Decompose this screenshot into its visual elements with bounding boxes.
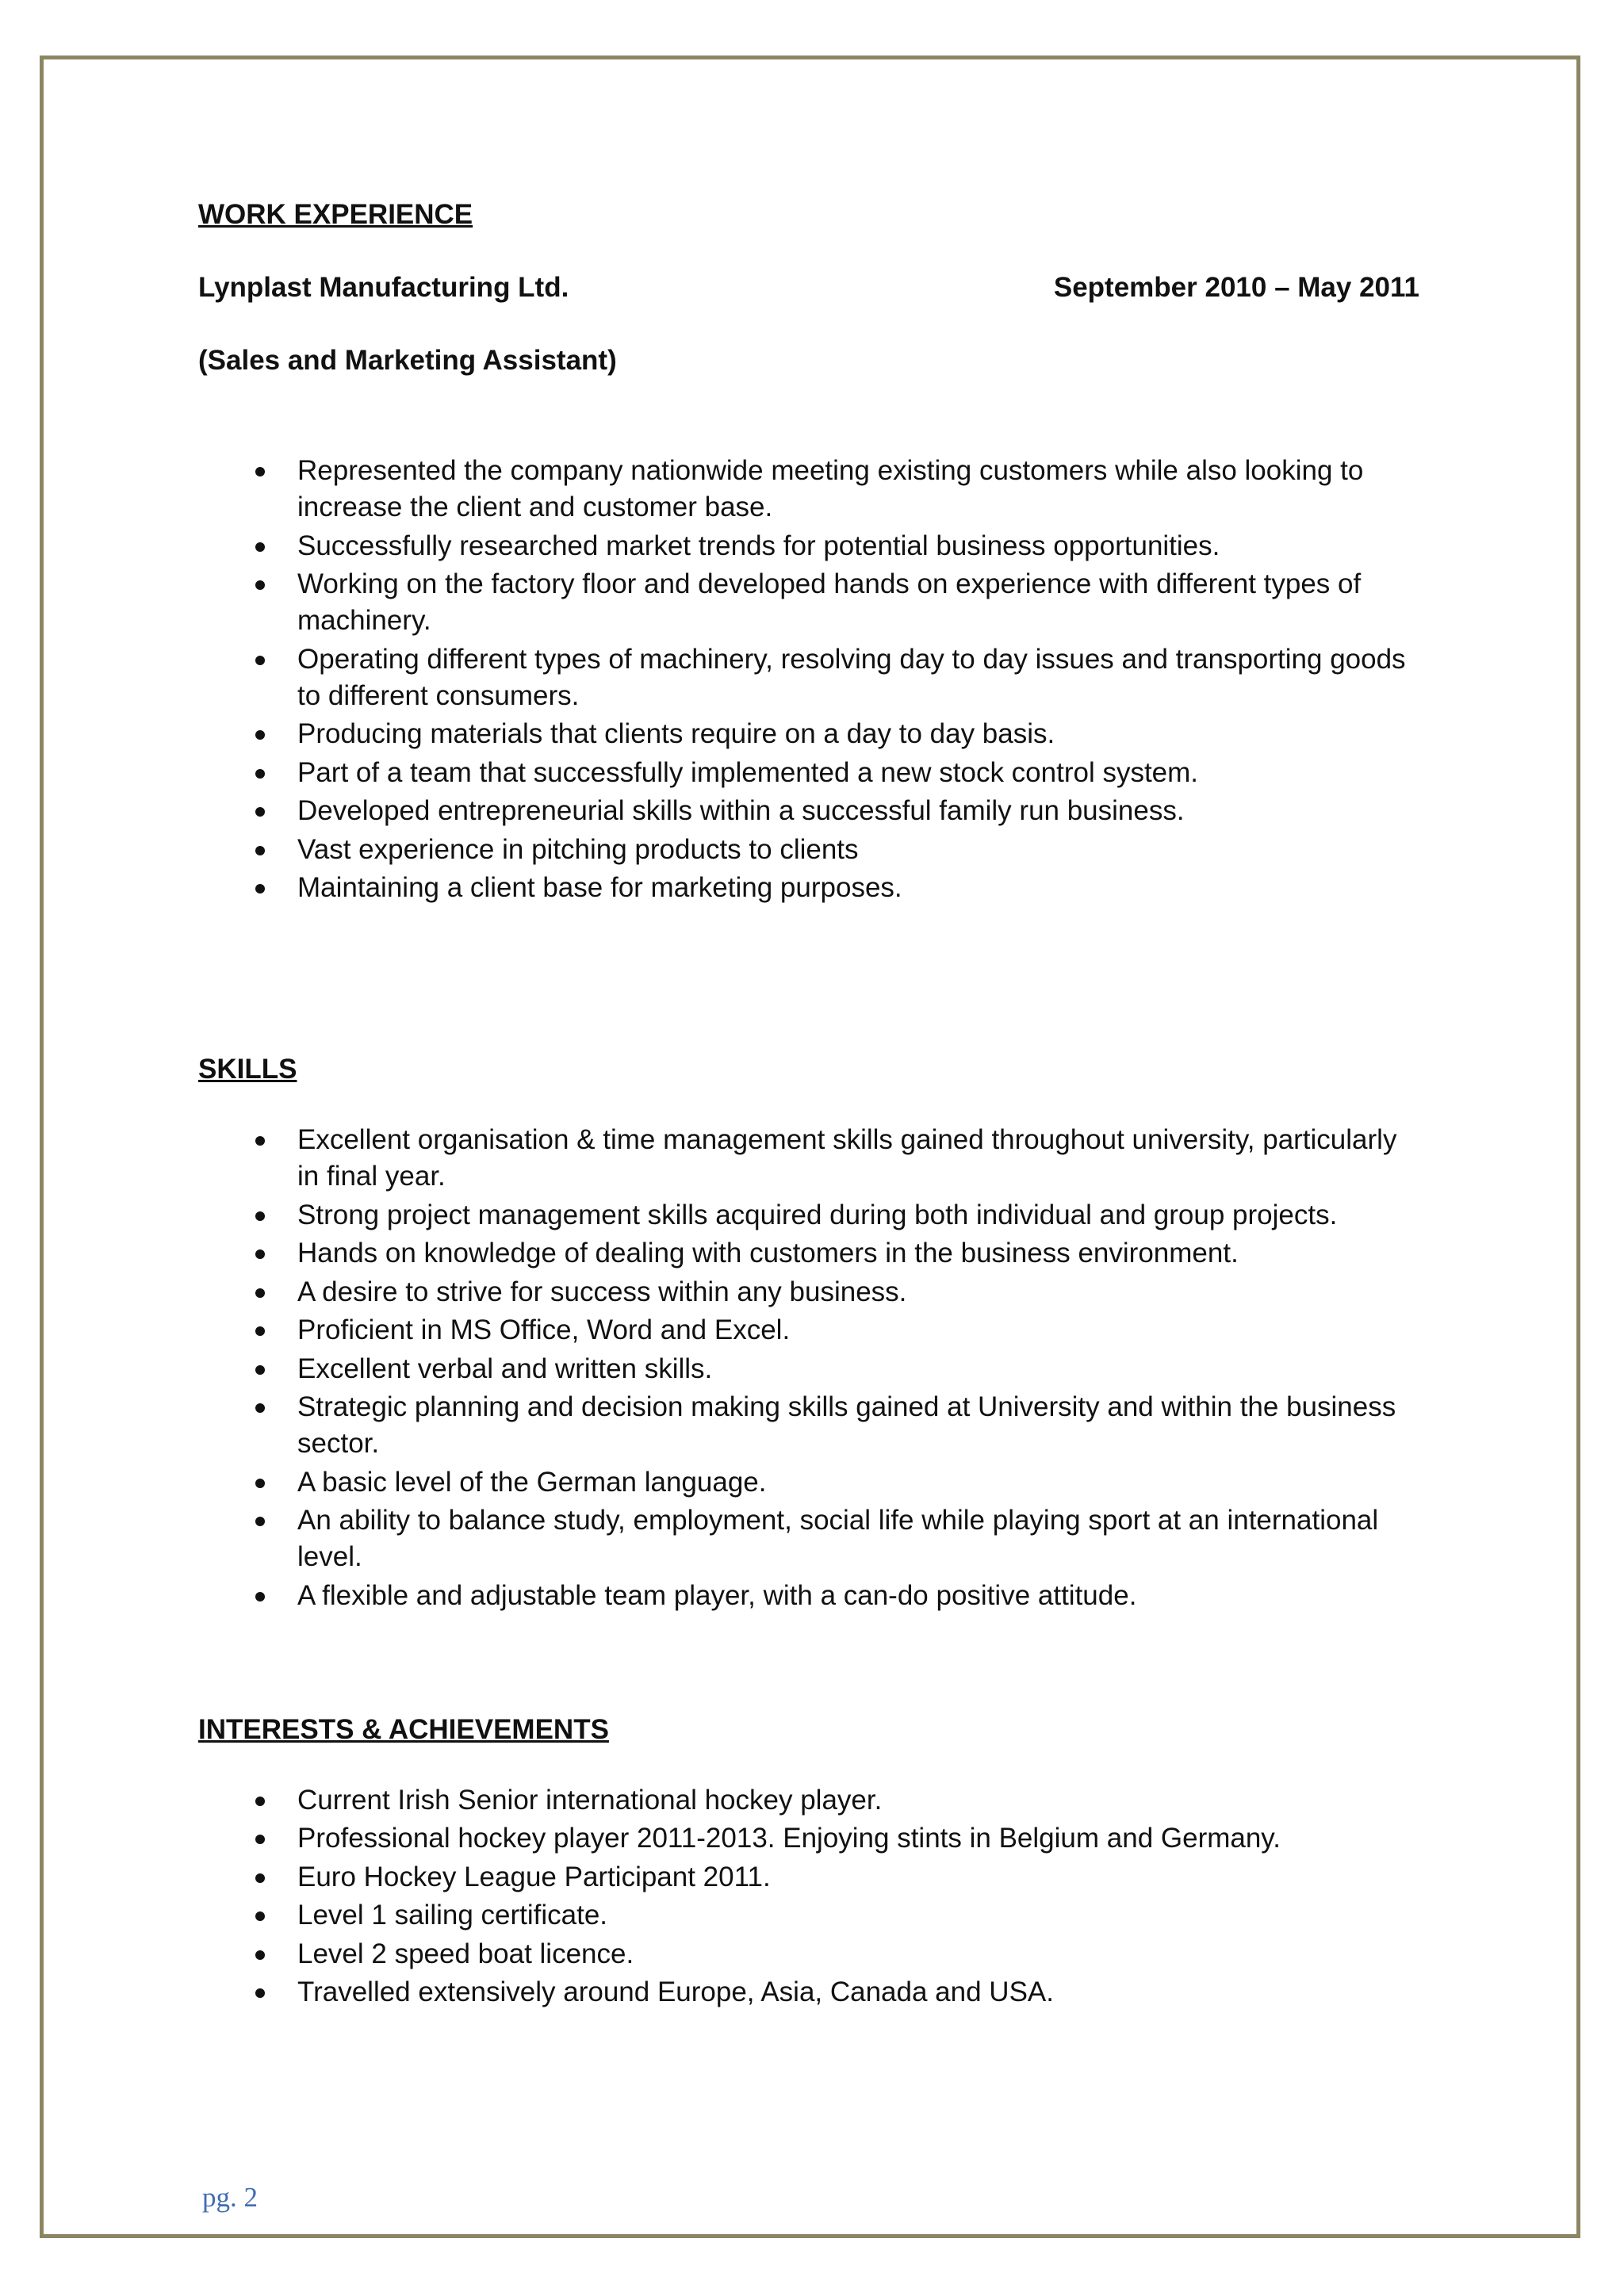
list-item-text: Vast experience in pitching products to clients bbox=[297, 833, 859, 865]
company-name: Lynplast Manufacturing Ltd. bbox=[198, 272, 569, 303]
bullet-icon bbox=[255, 1136, 265, 1146]
list-item bbox=[198, 528, 1419, 564]
list-item bbox=[198, 1502, 1419, 1575]
list-item-text: Level 1 sailing certificate. bbox=[297, 1900, 608, 1931]
bullet-icon bbox=[255, 656, 265, 665]
bullet-icon bbox=[255, 730, 265, 740]
list-item bbox=[198, 870, 1419, 906]
list-item-text: Hands on knowledge of dealing with customers in the business environment. bbox=[297, 1238, 1239, 1269]
bullet-icon bbox=[255, 1873, 265, 1883]
list-item bbox=[198, 755, 1419, 791]
bullet-icon bbox=[255, 1797, 265, 1806]
resume-content bbox=[198, 194, 1419, 2013]
list-item bbox=[198, 1974, 1419, 2011]
job-dates: September 2010 – May 2011 bbox=[1053, 272, 1419, 303]
list-item bbox=[198, 1782, 1419, 1819]
list-item bbox=[198, 793, 1419, 829]
list-item bbox=[198, 1274, 1419, 1311]
list-item bbox=[198, 1235, 1419, 1272]
list-item bbox=[198, 832, 1419, 868]
list-item bbox=[198, 1312, 1419, 1349]
bullet-icon bbox=[255, 1479, 265, 1488]
list-item-text: Producing materials that clients require on a day to day basis. bbox=[297, 718, 1055, 749]
bullet-icon bbox=[255, 1950, 265, 1960]
bullet-icon bbox=[255, 580, 265, 590]
bullet-icon bbox=[255, 1835, 265, 1844]
list-item-text: A basic level of the German language. bbox=[297, 1466, 767, 1498]
bullet-icon bbox=[255, 807, 265, 817]
list-item-text: Part of a team that successfully implemented a new stock control system. bbox=[297, 756, 1199, 788]
bullet-icon bbox=[255, 1911, 265, 1921]
list-item bbox=[198, 1197, 1419, 1234]
list-item bbox=[198, 1389, 1419, 1462]
bullet-icon bbox=[255, 1249, 265, 1259]
list-item-text: An ability to balance study, employment, social life while playing sport at an international level. bbox=[297, 1505, 1379, 1572]
list-item-text: Excellent organisation & time management skills gained throughout university, particularly in final year. bbox=[297, 1124, 1397, 1192]
list-item-text: Strong project management skills acquired during both individual and group projects. bbox=[297, 1199, 1338, 1230]
interests-list bbox=[198, 1782, 1419, 2011]
list-item bbox=[198, 566, 1419, 639]
list-item-text: Represented the company nationwide meeting existing customers while also looking to increase the client and customer base. bbox=[297, 455, 1364, 522]
bullet-icon bbox=[255, 1403, 265, 1413]
list-item bbox=[198, 641, 1419, 714]
bullet-icon bbox=[255, 1988, 265, 1998]
job-row bbox=[198, 267, 1419, 308]
list-item bbox=[198, 1578, 1419, 1614]
list-item-text: Travelled extensively around Europe, Asia, Canada and USA. bbox=[297, 1976, 1054, 2007]
list-item bbox=[198, 1351, 1419, 1387]
bullet-icon bbox=[255, 1517, 265, 1526]
bullet-icon bbox=[255, 846, 265, 855]
list-item-text: Proficient in MS Office, Word and Excel. bbox=[297, 1314, 791, 1345]
list-item-text: Maintaining a client base for marketing purposes. bbox=[297, 872, 902, 903]
bullet-icon bbox=[255, 1592, 265, 1601]
list-item bbox=[198, 1859, 1419, 1896]
list-item-text: Current Irish Senior international hockey player. bbox=[297, 1784, 883, 1816]
list-item-text: A flexible and adjustable team player, with a can-do positive attitude. bbox=[297, 1579, 1137, 1611]
list-item-text: Working on the factory floor and developed hands on experience with different types of machinery. bbox=[297, 568, 1362, 636]
bullet-icon bbox=[255, 1211, 265, 1221]
skills-heading: SKILLS bbox=[198, 1054, 297, 1085]
list-item bbox=[198, 1897, 1419, 1934]
list-item bbox=[198, 1122, 1419, 1195]
bullet-icon bbox=[255, 1365, 265, 1375]
work-experience-heading: WORK EXPERIENCE bbox=[198, 199, 473, 230]
work-experience-list bbox=[198, 453, 1419, 906]
list-item-text: Professional hockey player 2011-2013. Enjoying stints in Belgium and Germany. bbox=[297, 1823, 1281, 1854]
list-item-text: Level 2 speed boat licence. bbox=[297, 1938, 634, 1969]
list-item-text: Euro Hockey League Participant 2011. bbox=[297, 1861, 771, 1892]
list-item-text: Successfully researched market trends for potential business opportunities. bbox=[297, 530, 1220, 561]
list-item bbox=[198, 1936, 1419, 1973]
page-number: pg. 2 bbox=[202, 2182, 258, 2213]
job-role: (Sales and Marketing Assistant) bbox=[198, 345, 617, 376]
list-item bbox=[198, 453, 1419, 526]
list-item bbox=[198, 716, 1419, 752]
bullet-icon bbox=[255, 884, 265, 894]
bullet-icon bbox=[255, 1288, 265, 1298]
skills-list bbox=[198, 1122, 1419, 1614]
list-item-text: Developed entrepreneurial skills within a successful family run business. bbox=[297, 795, 1185, 826]
list-item-text: Strategic planning and decision making skills gained at University and within the business sector. bbox=[297, 1391, 1396, 1459]
list-item-text: A desire to strive for success within any business. bbox=[297, 1276, 907, 1307]
list-item bbox=[198, 1820, 1419, 1857]
list-item-text: Operating different types of machinery, resolving day to day issues and transporting goods to different consumers. bbox=[297, 643, 1406, 711]
list-item bbox=[198, 1464, 1419, 1501]
interests-heading: INTERESTS & ACHIEVEMENTS bbox=[198, 1713, 609, 1745]
bullet-icon bbox=[255, 542, 265, 552]
bullet-icon bbox=[255, 467, 265, 476]
list-item-text: Excellent verbal and written skills. bbox=[297, 1353, 713, 1384]
bullet-icon bbox=[255, 769, 265, 779]
bullet-icon bbox=[255, 1326, 265, 1336]
